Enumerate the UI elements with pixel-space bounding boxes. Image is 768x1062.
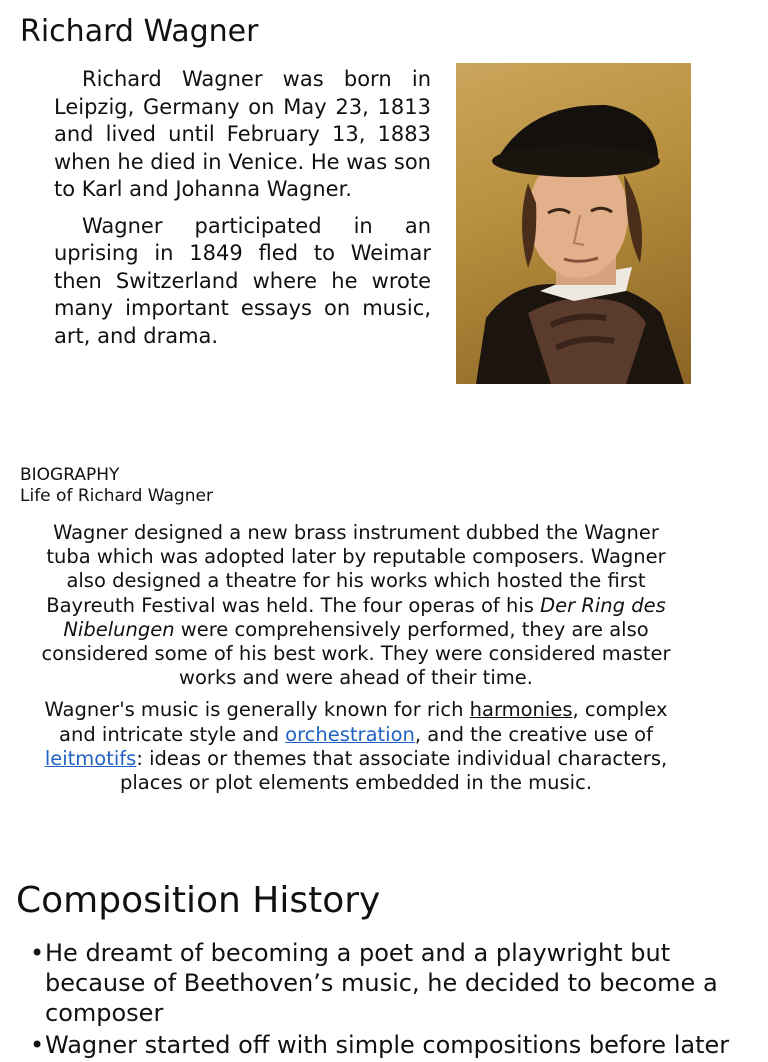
harmonies-link[interactable]: harmonies [469, 698, 573, 722]
biography-subtitle: Life of Richard Wagner [20, 486, 213, 506]
p1-text-1: Wagner designed a new brass instrument dubbed the Wagner tuba which was adopted later by reputable composers. Wagner also designed a theatre for his works which hosted the first Bayreuth Festival was held. The four operas of his [46, 521, 666, 617]
composition-history-title: Composition History [16, 880, 381, 921]
p2-text-1: Wagner's music is generally known for rich [44, 698, 470, 722]
list-item [30, 938, 755, 1028]
leitmotifs-link[interactable]: leitmotifs [44, 746, 137, 770]
bullet-icon: • [30, 1031, 45, 1059]
list-item [30, 1030, 755, 1060]
list-item-text: He dreamt of becoming a poet and a playwright but because of Beethoven’s music, he decided to become a composer [45, 939, 718, 1027]
p2-text-2: , complex and intricate style and [59, 698, 668, 746]
p2-text-3: , and the creative use of [414, 722, 653, 746]
composition-history-list [30, 938, 755, 1062]
slide1-body [54, 66, 431, 359]
orchestration-link[interactable]: orchestration [285, 722, 415, 746]
bullet-icon: • [30, 939, 45, 967]
wagner-portrait-image [456, 63, 691, 384]
p2-text-4: : ideas or themes that associate individual characters, places or plot elements embedded in the music. [119, 746, 668, 795]
p1-text-2: were comprehensively performed, they are also considered some of his best work. They were considered master works and were ahead of their time. [41, 617, 671, 690]
biography-label: BIOGRAPHY [20, 465, 120, 485]
slide1-paragraph-2: Wagner participated in an uprising in 1849 fled to Weimar then Switzerland where he wrote many important essays on music, art, and drama. [54, 213, 431, 348]
slide1-title: Richard Wagner [20, 14, 259, 49]
portrait-illustration [456, 63, 691, 384]
biography-body [40, 521, 672, 803]
biography-paragraph-2 [40, 698, 672, 795]
slide1-paragraph-1: Richard Wagner was born in Leipzig, Germany on May 23, 1813 and lived until February 13, 1883 when he died in Venice. He was son to Karl and Johanna Wagner. [54, 67, 431, 201]
biography-heading [20, 465, 213, 507]
biography-paragraph-1 [40, 521, 672, 690]
ring-cycle-title: Der Ring des Nibelungen [63, 593, 666, 641]
list-item-text: Wagner started off with simple compositions before later [45, 1031, 730, 1059]
